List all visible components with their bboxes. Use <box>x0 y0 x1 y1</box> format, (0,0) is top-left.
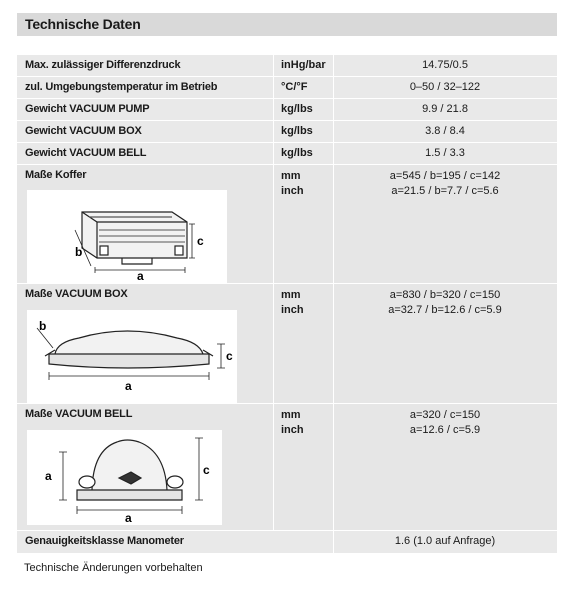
row-unit: kg/lbs <box>281 125 313 137</box>
footnote: Technische Änderungen vorbehalten <box>24 562 203 574</box>
unit-mm: mm <box>281 409 301 421</box>
unit-inch: inch <box>281 424 304 436</box>
row-label: zul. Umgebungstemperatur im Betrieb <box>25 81 218 93</box>
row-label: Maße VACUUM BELL <box>25 408 133 420</box>
row-unit: °C/°F <box>281 81 308 93</box>
vacuum-bell-diagram <box>27 430 222 525</box>
row-value: 0–50 / 32–122 <box>409 81 481 93</box>
row-label: Gewicht VACUUM BOX <box>25 125 142 137</box>
row-label: Gewicht VACUUM PUMP <box>25 103 150 115</box>
dim-label-c: c <box>197 234 204 248</box>
unit-mm: mm <box>281 170 301 182</box>
value-mm: a=545 / b=195 / c=142 <box>389 170 501 182</box>
vacuum-box-diagram <box>27 310 237 403</box>
row-value: 1.5 / 3.3 <box>425 147 465 159</box>
unit-inch: inch <box>281 304 304 316</box>
row-unit: kg/lbs <box>281 147 313 159</box>
row-value: 3.8 / 8.4 <box>425 125 465 137</box>
spec-table <box>17 55 557 554</box>
dim-label-b: b <box>75 245 83 259</box>
row-label: Gewicht VACUUM BELL <box>25 147 147 159</box>
row-unit: kg/lbs <box>281 103 313 115</box>
page-title: Technische Daten <box>25 16 141 32</box>
case-diagram <box>27 190 227 283</box>
section-header <box>17 13 557 36</box>
value-inch: a=12.6 / c=5.9 <box>409 424 481 436</box>
value-inch: a=21.5 / b=7.7 / c=5.6 <box>391 185 499 197</box>
row-label: Maße VACUUM BOX <box>25 288 128 300</box>
table-row <box>17 77 557 99</box>
table-row <box>17 99 557 121</box>
unit-inch: inch <box>281 185 304 197</box>
table-row <box>17 404 557 531</box>
row-label: Max. zulässiger Differenzdruck <box>25 59 181 71</box>
row-label: Maße Koffer <box>25 169 87 181</box>
dim-label-c: c <box>203 463 210 477</box>
row-label: Genauigkeitsklasse Manometer <box>25 535 184 547</box>
value-mm: a=830 / b=320 / c=150 <box>389 289 501 301</box>
dim-label-a-left: a <box>45 469 52 483</box>
table-row <box>17 121 557 143</box>
dim-label-b: b <box>39 319 47 333</box>
table-row <box>17 55 557 77</box>
dim-label-a-bottom: a <box>125 511 132 525</box>
row-unit: inHg/bar <box>281 59 326 71</box>
dim-label-a: a <box>137 269 144 283</box>
table-row <box>17 143 557 165</box>
table-row <box>17 531 557 554</box>
table-row <box>17 165 557 284</box>
value-mm: a=320 / c=150 <box>409 409 481 421</box>
table-row <box>17 284 557 404</box>
row-value: 9.9 / 21.8 <box>422 103 468 115</box>
dim-label-c: c <box>226 349 233 363</box>
unit-mm: mm <box>281 289 301 301</box>
row-value: 14.75/0.5 <box>422 59 468 71</box>
row-value: 1.6 (1.0 auf Anfrage) <box>394 535 496 547</box>
dim-label-a: a <box>125 379 132 393</box>
value-inch: a=32.7 / b=12.6 / c=5.9 <box>388 304 502 316</box>
